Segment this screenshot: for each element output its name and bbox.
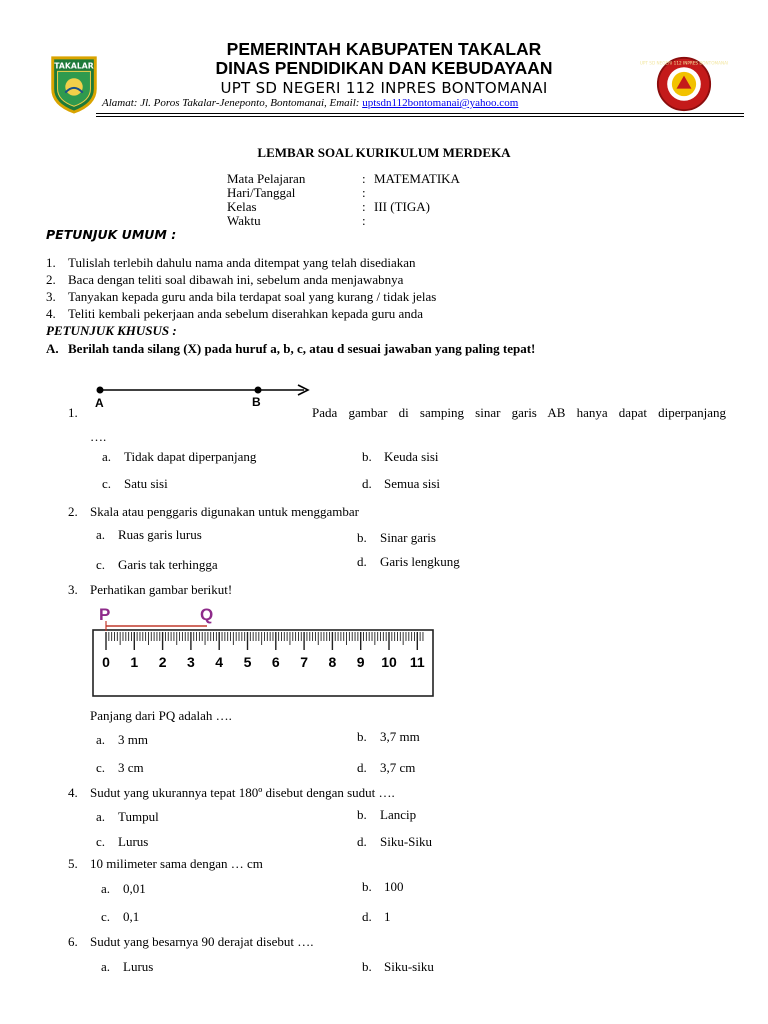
ray-ab-figure [88,383,312,411]
ruler-label: 9 [356,654,365,670]
option-text: Siku-siku [384,959,434,974]
option-letter[interactable]: b. [357,530,367,545]
option-letter[interactable]: b. [357,729,367,744]
question-3-text: Perhatikan gambar berikut! [90,582,233,597]
header-line-2: DINAS PENDIDIKAN DAN KEBUDAYAAN [215,58,553,78]
email-link[interactable]: uptsdn112bontomanai@yahoo.com [362,97,519,109]
question-number: 4. [68,785,78,800]
option-text: Lurus [118,834,149,849]
option-text: 3,7 cm [380,760,416,775]
ruler-label: 5 [243,654,252,670]
header-address [102,97,518,109]
option-text: Tumpul [118,809,159,824]
option-letter[interactable]: c. [96,557,106,572]
ruler-label: 7 [300,654,308,670]
specific-instructions-heading: PETUNJUK KHUSUS : [46,323,177,338]
left-logo-text: TAKALAR [54,61,94,71]
option-letter[interactable]: c. [96,834,106,849]
question-number: 2. [68,504,78,519]
ruler-label: 2 [158,654,167,670]
ruler-label: 1 [130,654,139,670]
question-1-text: Pada gambar di samping sinar garis AB hanya dapat diperpanjang [312,405,726,420]
option-text: 3 mm [118,732,148,747]
general-instructions-heading: PETUNJUK UMUM : [46,227,177,242]
ruler-label: 10 [381,654,397,670]
option-text: Garis tak terhingga [118,557,218,572]
option-text: Ruas garis lurus [118,527,202,542]
option-text: 0,1 [123,909,140,924]
option-letter[interactable]: c. [102,476,112,491]
option-letter[interactable]: a. [101,881,111,896]
option-letter[interactable]: d. [357,760,367,775]
specific-instruction: Berilah tanda silang (X) pada huruf a, b, c, atau d sesuai jawaban yang paling tepat! [68,341,536,356]
question-3-followup: Panjang dari PQ adalah …. [90,708,232,723]
option-text: Sinar garis [380,530,436,545]
info-colon: : [362,171,366,186]
info-label-subject: Mata Pelajaran [227,171,306,186]
info-colon: : [362,213,366,228]
general-instruction-3: Tanyakan kepada guru anda bila terdapat soal yang kurang / tidak jelas [68,289,437,304]
label-q: Q [200,605,214,624]
question-number: 5. [68,856,78,871]
question-2-text: Skala atau penggaris digunakan untuk menggambar [90,504,359,519]
option-letter[interactable]: c. [101,909,111,924]
list-item-number: 2. [46,272,56,287]
address-text: Alamat: Jl. Poros Takalar-Jeneponto, Bontomanai, Email: [102,97,363,109]
option-letter[interactable]: a. [96,809,106,824]
option-text: Siku-Siku [380,834,433,849]
general-instruction-4: Teliti kembali pekerjaan anda sebelum diserahkan kepada guru anda [68,306,423,321]
option-text: Keuda sisi [384,449,439,464]
ruler-figure [90,602,428,698]
option-text: 0,01 [123,881,146,896]
option-letter[interactable]: c. [96,760,106,775]
option-letter[interactable]: a. [101,959,111,974]
ruler-label: 3 [187,654,195,670]
option-text: Lurus [123,959,154,974]
option-letter[interactable]: b. [357,807,367,822]
option-letter[interactable]: a. [96,527,106,542]
label-b: B [252,395,261,409]
document-title: LEMBAR SOAL KURIKULUM MERDEKA [257,145,511,160]
option-letter[interactable]: b. [362,449,372,464]
label-a: A [95,396,104,410]
header-line-1: PEMERINTAH KABUPATEN TAKALAR [226,39,542,59]
option-text: Lancip [380,807,417,822]
ruler-label: 11 [409,654,425,670]
option-text: Semua sisi [384,476,440,491]
info-colon: : [362,199,366,214]
header-divider-2 [96,116,744,117]
label-p: P [99,605,111,624]
option-text: 1 [384,909,391,924]
option-letter[interactable]: b. [362,879,372,894]
point-a [97,387,104,394]
list-item-number: 3. [46,289,56,304]
ruler-label: 8 [328,654,337,670]
list-item-number: 4. [46,306,56,321]
ruler-label: 4 [215,654,224,670]
question-6-text: Sudut yang besarnya 90 derajat disebut …. [90,934,314,949]
right-logo-text: UPT SD NEGERI 112 INPRES BONTOMANAI [639,60,729,66]
option-letter[interactable]: a. [96,732,106,747]
option-letter[interactable]: d. [357,834,367,849]
info-value-subject: MATEMATIKA [374,171,460,186]
option-letter[interactable]: a. [102,449,112,464]
question-number: 3. [68,582,78,597]
info-colon: : [362,185,366,200]
option-text: Tidak dapat diperpanjang [124,449,257,464]
option-letter[interactable]: d. [357,554,367,569]
option-letter[interactable]: d. [362,909,372,924]
list-item-number: 1. [46,255,56,270]
question-4-text: Sudut yang ukurannya tepat 180º disebut dengan sudut …. [90,785,395,800]
general-instruction-2: Baca dengan teliti soal dibawah ini, sebelum anda menjawabnya [68,272,404,287]
option-text: 3 cm [118,760,144,775]
ruler-label: 0 [102,654,110,670]
header-line-3: UPT SD NEGERI 112 INPRES BONTOMANAI [220,79,548,97]
question-number: 6. [68,934,78,949]
option-text: 3,7 mm [380,729,420,744]
option-letter[interactable]: b. [362,959,372,974]
question-1-continuation: …. [90,429,107,444]
option-letter[interactable]: d. [362,476,372,491]
option-text: Garis lengkung [380,554,460,569]
info-label-date: Hari/Tanggal [227,185,296,200]
option-text: 100 [384,879,404,894]
question-5-text: 10 milimeter sama dengan … cm [90,856,263,871]
header-divider [96,113,744,114]
info-value-class: III (TIGA) [374,199,430,214]
point-b [255,387,262,394]
ruler-label: 6 [271,654,280,670]
info-label-time: Waktu [227,213,261,228]
option-text: Satu sisi [124,476,168,491]
instruction-letter: A. [46,341,59,356]
info-label-class: Kelas [227,199,257,214]
question-number: 1. [68,405,78,420]
general-instruction-1: Tulislah terlebih dahulu nama anda ditempat yang telah disediakan [68,255,416,270]
